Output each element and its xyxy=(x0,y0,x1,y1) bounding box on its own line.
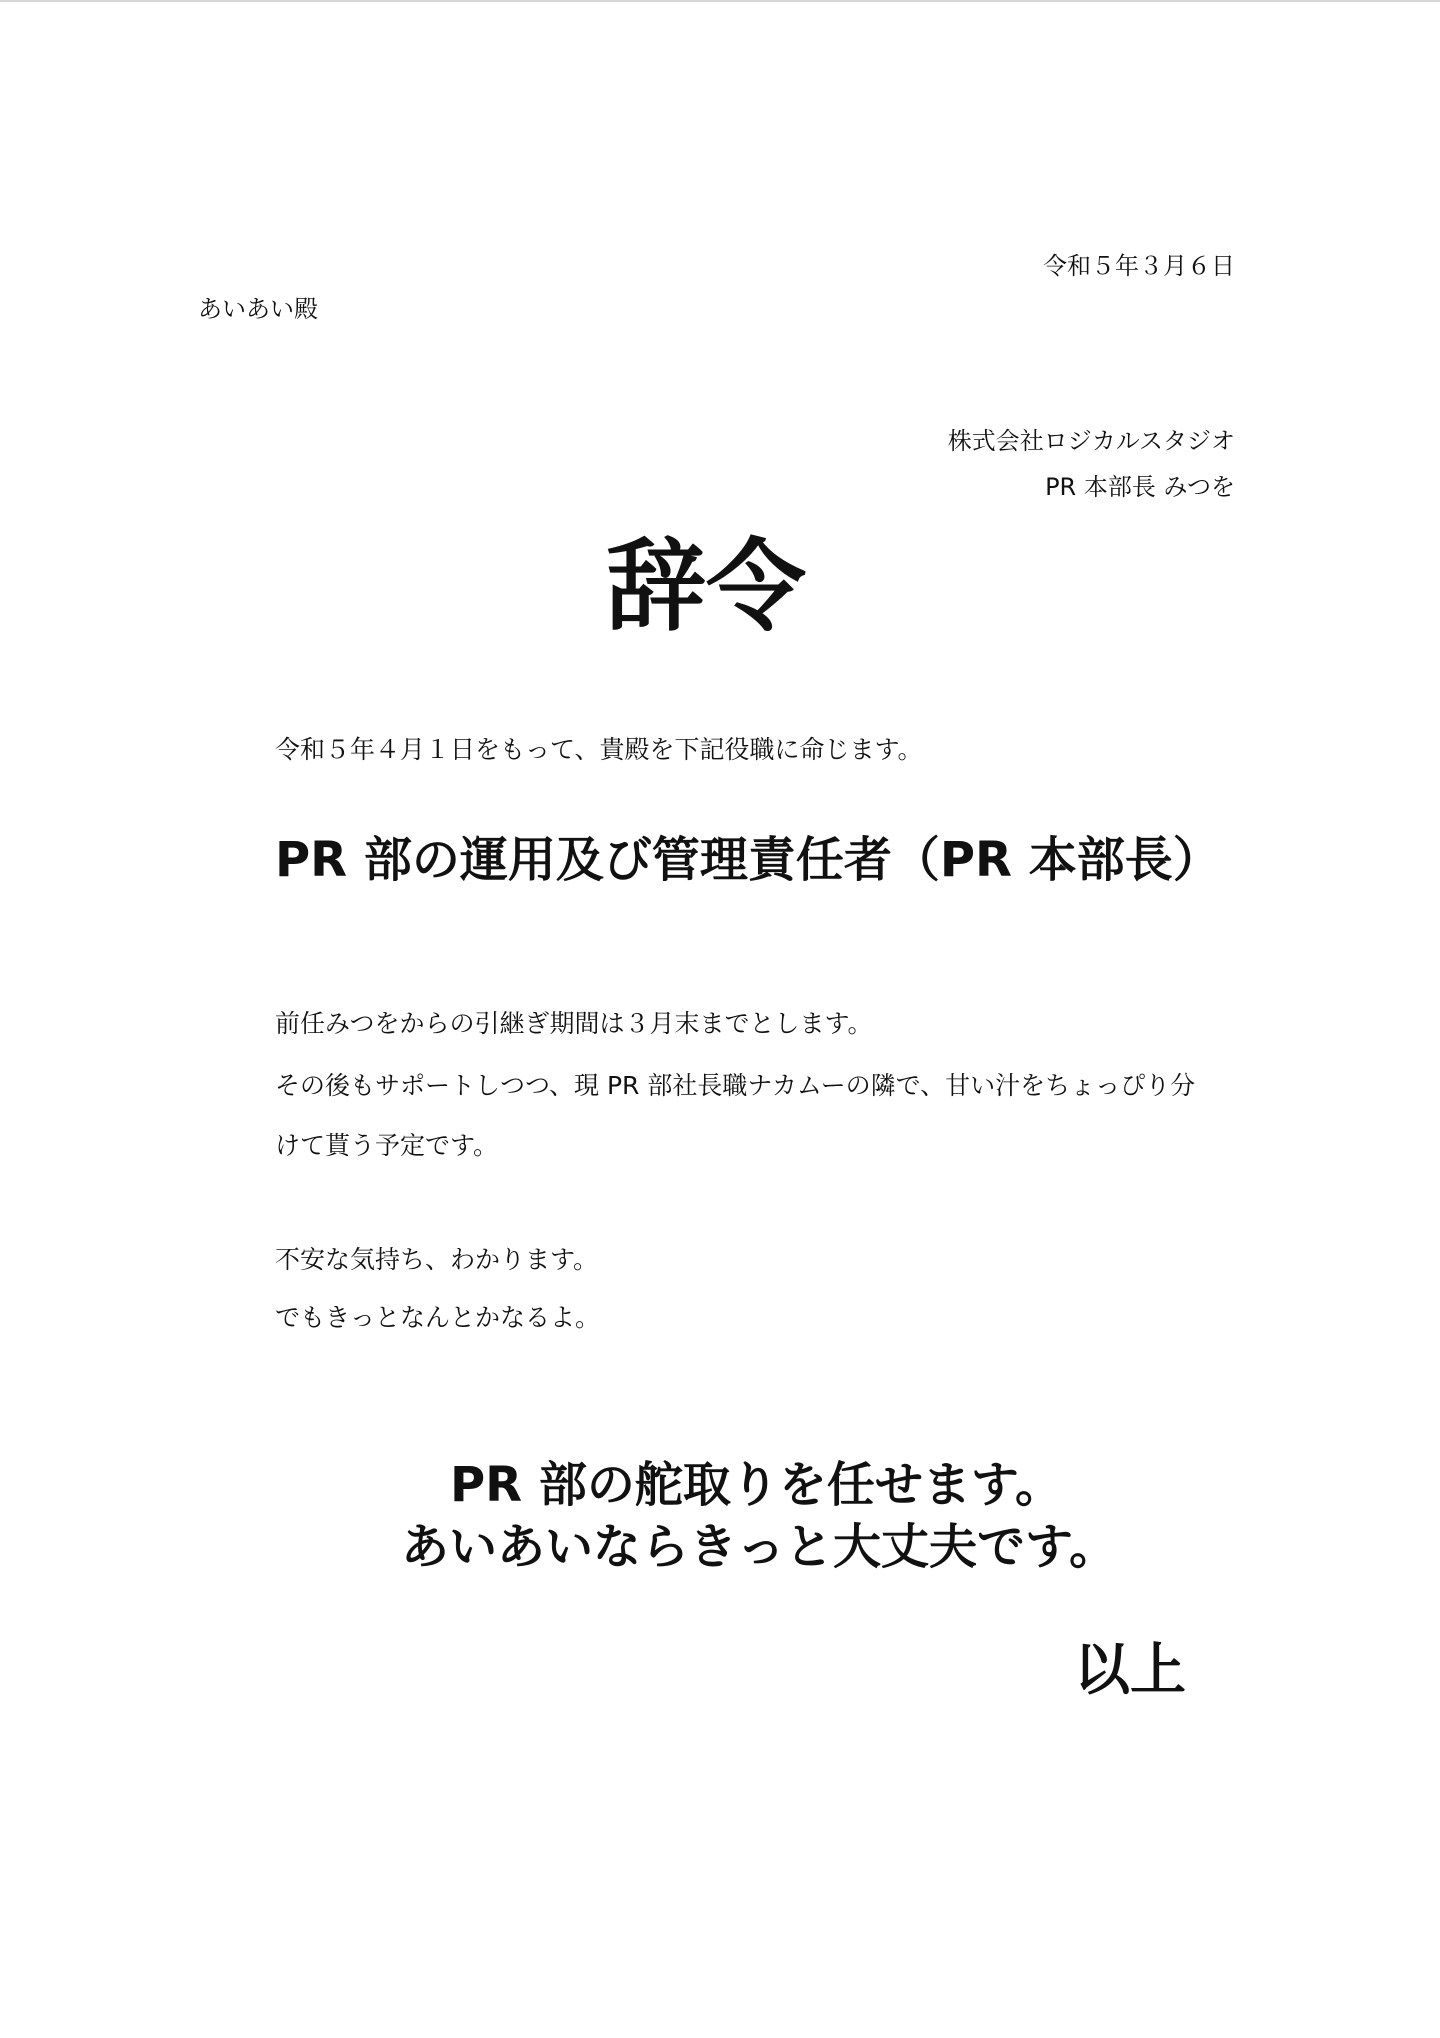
encouragement-line: でもきっとなんとかなるよ。 xyxy=(275,1303,601,1332)
encouragement-line: 不安な気持ち、わかります。 xyxy=(275,1245,599,1274)
closing-line: PR 部の舵取りを任せます。 xyxy=(450,1457,1064,1513)
top-border xyxy=(0,0,1440,2)
end-mark: 以上 xyxy=(1074,1637,1186,1703)
body-line: その後もサポートしつつ、現 PR 部社長職ナカムーの隣で、甘い汁をちょっぴり分 xyxy=(275,1071,1196,1100)
closing-line: あいあいならきっと大丈夫です。 xyxy=(401,1519,1118,1575)
appointed-position: PR 部の運用及び管理責任者（PR 本部長） xyxy=(275,832,1221,888)
body-line: けて貰う予定です。 xyxy=(275,1131,499,1160)
issuer-company: 株式会社ロジカルスタジオ xyxy=(947,427,1235,455)
document-title: 辞令 xyxy=(606,527,806,645)
body-line: 前任みつをからの引継ぎ期間は３月末までとします。 xyxy=(275,1009,873,1038)
issue-date: 令和５年３月６日 xyxy=(1043,252,1235,280)
recipient-name: あいあい殿 xyxy=(198,295,318,323)
issuer-name: PR 本部長 みつを xyxy=(1045,473,1235,501)
appointment-intro: 令和５年４月１日をもって、貴殿を下記役職に命じます。 xyxy=(275,735,923,764)
